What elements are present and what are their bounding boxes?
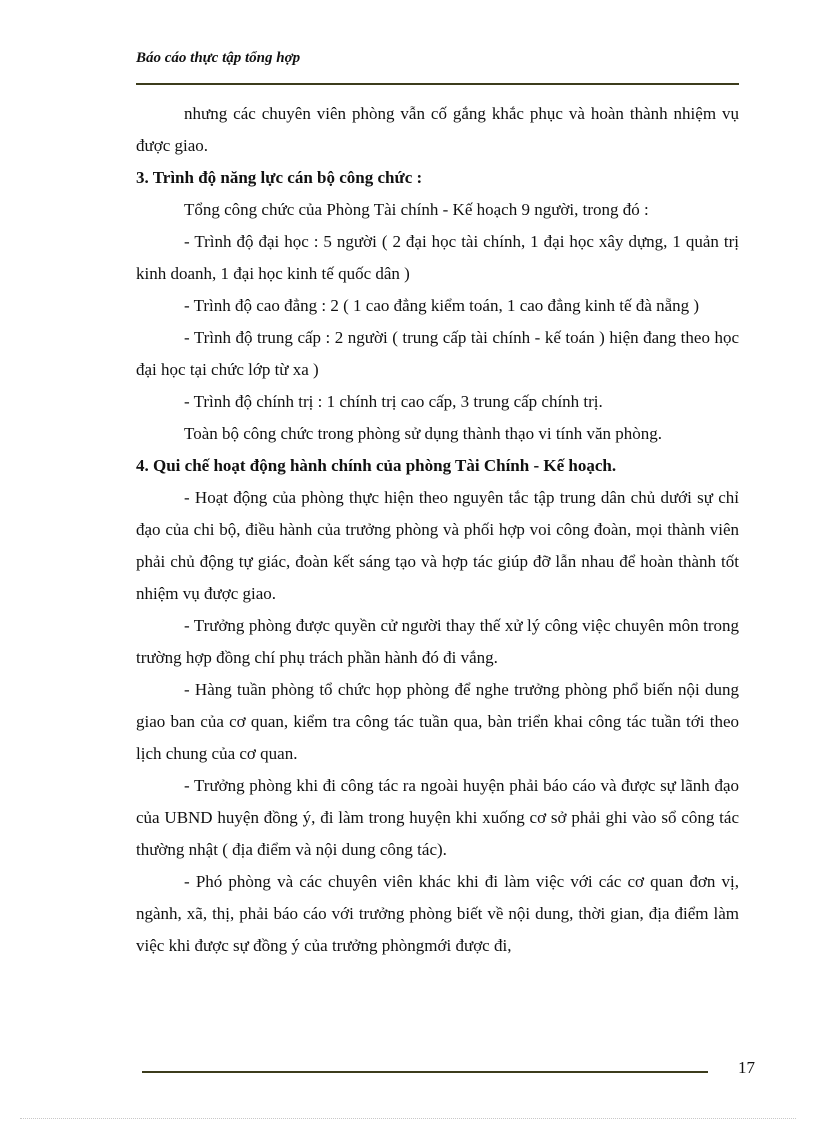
header-divider [136, 83, 739, 85]
list-item-paragraph: - Hàng tuần phòng tổ chức họp phòng để nghe trưởng phòng phổ biến nội dung giao ban của cơ quan, kiểm tra công tác tuần qua, bàn triển khai công tác tuần tới theo lịch chung của cơ quan. [136, 680, 739, 763]
list-item-paragraph: - Hoạt động của phòng thực hiện theo nguyên tắc tập trung dân chủ dưới sự chỉ đạo của chi bộ, điều hành của trưởng phòng và phối hợp voi công đoàn, mọi thành viên phải chủ động tự giác, đoàn kết sáng tạo và hợp tác giúp đỡ lẫn nhau để hoàn thành tốt nhiệm vụ được giao. [136, 488, 739, 603]
document-header-title: Báo cáo thực tập tổng hợp [136, 50, 301, 66]
list-item-paragraph: - Trưởng phòng được quyền cử người thay thế xử lý công việc chuyên môn trong trường hợp đồng chí phụ trách phần hành đó đi vắng. [136, 616, 739, 667]
list-item-paragraph: - Trình độ cao đẳng : 2 ( 1 cao đẳng kiểm toán, 1 cao đẳng kinh tế đà nẵng ) [184, 296, 700, 315]
list-item-paragraph: - Trình độ trung cấp : 2 người ( trung cấp tài chính - kế toán ) hiện đang theo học đại học tại chức lớp từ xa ) [136, 328, 739, 379]
page-bottom-border [20, 1118, 796, 1119]
section-heading: 3. Trình độ năng lực cán bộ công chức : [136, 168, 423, 187]
list-item-paragraph: - Phó phòng và các chuyên viên khác khi đi làm việc với các cơ quan đơn vị, ngành, xã, thị, phải báo cáo với trưởng phòng biết về nội dung, thời gian, địa điểm làm việc khi được sự đồng ý của trưởng phòngmới được đi, [136, 872, 739, 955]
footer-divider [142, 1071, 708, 1073]
paragraph: Tổng công chức của Phòng Tài chính - Kế hoạch 9 người, trong đó : [184, 200, 649, 219]
list-item-paragraph: - Trình độ chính trị : 1 chính trị cao cấp, 3 trung cấp chính trị. [184, 392, 603, 411]
page-number: 17 [738, 1058, 755, 1077]
list-item-paragraph: - Trình độ đại học : 5 người ( 2 đại học tài chính, 1 đại học xây dựng, 1 quản trị kinh doanh, 1 đại học kinh tế quốc dân ) [136, 232, 739, 283]
document-body [136, 98, 739, 962]
section-heading: 4. Qui chế hoạt động hành chính của phòng Tài Chính - Kế hoạch. [136, 456, 617, 475]
list-item-paragraph: - Trưởng phòng khi đi công tác ra ngoài huyện phải báo cáo và được sự lãnh đạo của UBND huyện đồng ý, đi làm trong huyện khi xuống cơ sở phải ghi vào sổ công tác thường nhật ( địa điểm và nội dung công tác). [136, 776, 739, 859]
paragraph: Toàn bộ công chức trong phòng sử dụng thành thạo vi tính văn phòng. [184, 424, 663, 443]
continuation-paragraph: nhưng các chuyên viên phòng vẫn cố gắng khắc phục và hoàn thành nhiệm vụ được giao. [136, 104, 739, 155]
